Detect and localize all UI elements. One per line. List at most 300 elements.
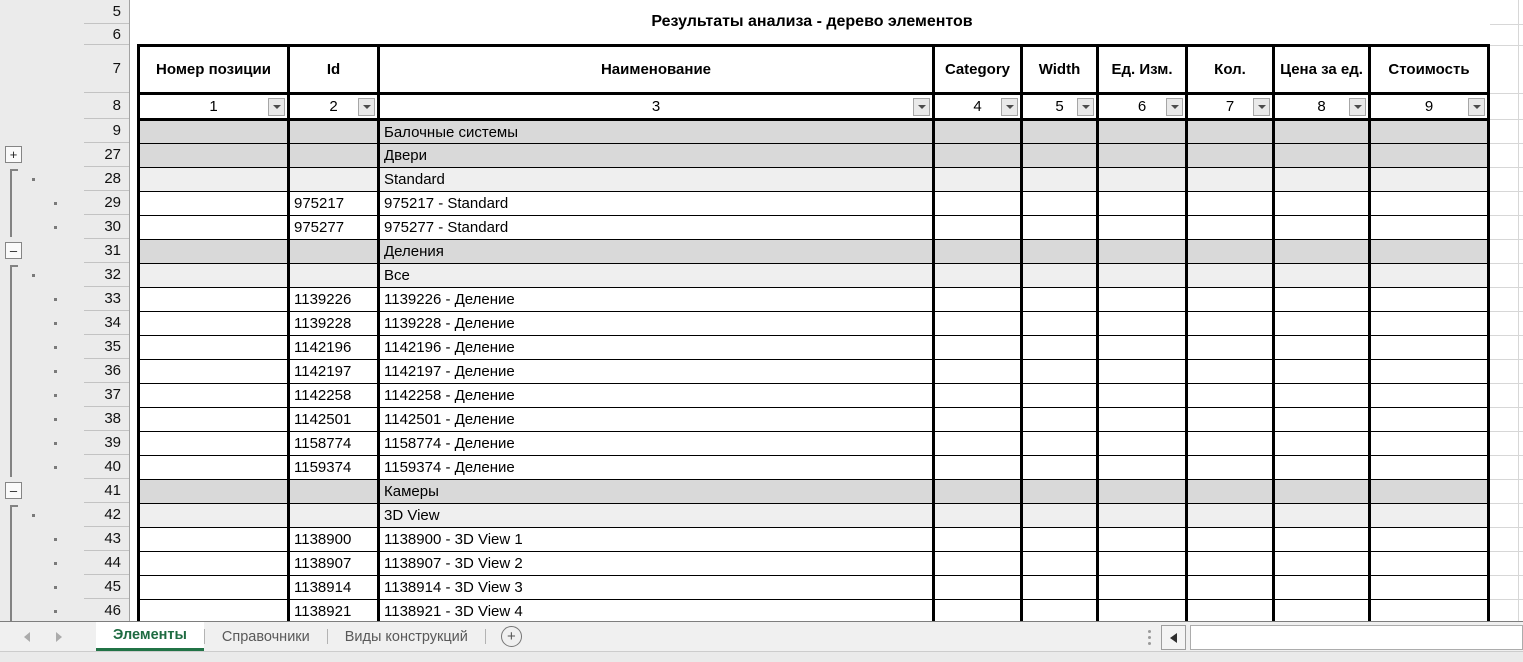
table-row bbox=[139, 504, 1489, 528]
filter-dropdown-button[interactable] bbox=[1468, 98, 1485, 116]
cell[interactable] bbox=[1370, 408, 1489, 432]
cell[interactable] bbox=[1022, 528, 1098, 552]
row-header[interactable]: 40 bbox=[84, 455, 129, 479]
cell[interactable] bbox=[139, 480, 289, 504]
cell[interactable] bbox=[1370, 144, 1489, 168]
cell[interactable] bbox=[139, 552, 289, 576]
cell-name[interactable]: 1142258 - Деление bbox=[379, 384, 934, 408]
cell[interactable] bbox=[934, 456, 1022, 480]
cell[interactable] bbox=[1274, 504, 1370, 528]
table-row bbox=[139, 336, 1489, 360]
cell[interactable] bbox=[139, 528, 289, 552]
cell[interactable] bbox=[1098, 408, 1187, 432]
filter-dropdown-button[interactable] bbox=[1166, 98, 1183, 116]
cell[interactable] bbox=[1022, 288, 1098, 312]
cell[interactable] bbox=[139, 192, 289, 216]
cell-id[interactable]: 1139226 bbox=[289, 288, 379, 312]
filter-dropdown-button[interactable] bbox=[268, 98, 285, 116]
cell[interactable] bbox=[1098, 168, 1187, 192]
row-header[interactable]: 44 bbox=[84, 551, 129, 575]
collapse-group-button[interactable]: – bbox=[5, 482, 22, 499]
cell[interactable] bbox=[1098, 576, 1187, 600]
row-header[interactable]: 38 bbox=[84, 407, 129, 431]
row-header[interactable]: 5 bbox=[84, 0, 129, 24]
outline-level-dot bbox=[32, 274, 35, 277]
cell[interactable] bbox=[1022, 600, 1098, 622]
hscroll-thumb[interactable] bbox=[1190, 625, 1523, 650]
table-row bbox=[139, 576, 1489, 600]
cell[interactable] bbox=[1022, 168, 1098, 192]
cell-name[interactable]: 1139226 - Деление bbox=[379, 288, 934, 312]
cell[interactable] bbox=[1022, 504, 1098, 528]
cell[interactable] bbox=[1274, 312, 1370, 336]
row-header[interactable]: 32 bbox=[84, 263, 129, 287]
column-header[interactable] bbox=[139, 46, 289, 94]
cell-name[interactable]: 3D View bbox=[379, 504, 934, 528]
cell[interactable] bbox=[934, 480, 1022, 504]
cell[interactable] bbox=[1022, 384, 1098, 408]
cell-name[interactable]: 1138914 - 3D View 3 bbox=[379, 576, 934, 600]
row-header[interactable]: 29 bbox=[84, 191, 129, 215]
tab-separator bbox=[485, 629, 486, 644]
cell[interactable] bbox=[934, 216, 1022, 240]
cell-name[interactable]: Камеры bbox=[379, 480, 934, 504]
cell[interactable] bbox=[1274, 216, 1370, 240]
cell[interactable] bbox=[1370, 240, 1489, 264]
sheet-title: Результаты анализа - дерево элементов bbox=[651, 13, 973, 30]
expand-group-button[interactable]: + bbox=[5, 146, 22, 163]
row-header[interactable]: 45 bbox=[84, 575, 129, 599]
cell[interactable] bbox=[1187, 528, 1274, 552]
cell-id[interactable]: 975277 bbox=[289, 216, 379, 240]
cell[interactable] bbox=[139, 384, 289, 408]
cell[interactable] bbox=[1187, 408, 1274, 432]
tab-splitter-handle[interactable] bbox=[1145, 629, 1153, 646]
sheet-tab[interactable] bbox=[328, 622, 485, 651]
filter-cell[interactable] bbox=[1370, 94, 1489, 120]
cell-name[interactable]: 1138900 - 3D View 1 bbox=[379, 528, 934, 552]
cell[interactable] bbox=[1274, 528, 1370, 552]
cell-id[interactable]: 1142501 bbox=[289, 408, 379, 432]
hscroll-track[interactable] bbox=[1187, 625, 1523, 650]
row-header[interactable]: 27 bbox=[84, 143, 129, 167]
cell-id[interactable] bbox=[289, 264, 379, 288]
cell[interactable] bbox=[1370, 528, 1489, 552]
cell[interactable] bbox=[139, 360, 289, 384]
table-row bbox=[139, 480, 1489, 504]
cell-id[interactable]: 1142197 bbox=[289, 360, 379, 384]
table-row bbox=[139, 192, 1489, 216]
column-header[interactable] bbox=[289, 46, 379, 94]
outline-level-dot bbox=[54, 202, 57, 205]
cell[interactable] bbox=[139, 264, 289, 288]
cell[interactable] bbox=[1274, 576, 1370, 600]
cell[interactable] bbox=[1022, 432, 1098, 456]
cell[interactable] bbox=[1187, 576, 1274, 600]
cell[interactable] bbox=[139, 600, 289, 622]
cell[interactable] bbox=[1370, 432, 1489, 456]
cell[interactable] bbox=[1274, 264, 1370, 288]
cell[interactable] bbox=[1022, 552, 1098, 576]
cell[interactable] bbox=[934, 120, 1022, 144]
cell[interactable] bbox=[934, 240, 1022, 264]
cell[interactable] bbox=[1370, 120, 1489, 144]
cell[interactable] bbox=[1187, 456, 1274, 480]
cell[interactable] bbox=[1187, 216, 1274, 240]
results-table bbox=[137, 44, 1490, 621]
filter-cell[interactable] bbox=[289, 94, 379, 120]
tab-scroll-right-icon[interactable] bbox=[56, 632, 62, 642]
cell[interactable] bbox=[1098, 528, 1187, 552]
row-header[interactable]: 6 bbox=[84, 24, 129, 45]
cell[interactable] bbox=[139, 408, 289, 432]
cell[interactable] bbox=[1370, 288, 1489, 312]
column-header-label: Id bbox=[326, 61, 341, 78]
outline-gutter bbox=[0, 0, 84, 621]
cell[interactable] bbox=[1370, 192, 1489, 216]
cell-name[interactable]: Балочные системы bbox=[379, 120, 934, 144]
cell-name[interactable]: 1142196 - Деление bbox=[379, 336, 934, 360]
cell[interactable] bbox=[934, 288, 1022, 312]
cell[interactable] bbox=[139, 144, 289, 168]
cell[interactable] bbox=[1370, 600, 1489, 622]
filter-cell[interactable] bbox=[1274, 94, 1370, 120]
cell[interactable] bbox=[1187, 288, 1274, 312]
cell[interactable] bbox=[1187, 384, 1274, 408]
cell[interactable] bbox=[1370, 264, 1489, 288]
cell[interactable] bbox=[1370, 552, 1489, 576]
cell[interactable] bbox=[1022, 480, 1098, 504]
cell[interactable] bbox=[1098, 456, 1187, 480]
cell[interactable] bbox=[934, 168, 1022, 192]
row-header[interactable]: 37 bbox=[84, 383, 129, 407]
cell[interactable] bbox=[1187, 264, 1274, 288]
chevron-down-icon bbox=[1171, 105, 1179, 109]
table-row bbox=[139, 240, 1489, 264]
filter-cell-value: 1 bbox=[209, 98, 218, 115]
row-header[interactable]: 35 bbox=[84, 335, 129, 359]
table-row bbox=[139, 168, 1489, 192]
cell[interactable] bbox=[1370, 576, 1489, 600]
filter-cell[interactable] bbox=[1022, 94, 1098, 120]
cell-id[interactable] bbox=[289, 144, 379, 168]
outline-level-dot bbox=[54, 586, 57, 589]
cell[interactable] bbox=[1370, 456, 1489, 480]
sheet-tab-label: Виды конструкций bbox=[344, 628, 468, 645]
row-header[interactable]: 34 bbox=[84, 311, 129, 335]
cell[interactable] bbox=[1098, 480, 1187, 504]
filter-cell[interactable] bbox=[379, 94, 934, 120]
cell[interactable] bbox=[1274, 432, 1370, 456]
cell[interactable] bbox=[1022, 312, 1098, 336]
cell[interactable] bbox=[1274, 240, 1370, 264]
cell-id[interactable]: 1138914 bbox=[289, 576, 379, 600]
outline-level-dot bbox=[54, 466, 57, 469]
cell[interactable] bbox=[1370, 504, 1489, 528]
cell[interactable] bbox=[1187, 312, 1274, 336]
cell[interactable] bbox=[1274, 336, 1370, 360]
cell-id[interactable]: 1142196 bbox=[289, 336, 379, 360]
chevron-down-icon bbox=[1082, 105, 1090, 109]
cell[interactable] bbox=[1022, 408, 1098, 432]
cell[interactable] bbox=[1274, 480, 1370, 504]
cell[interactable] bbox=[1274, 168, 1370, 192]
table-row bbox=[139, 432, 1489, 456]
cell[interactable] bbox=[1274, 456, 1370, 480]
cell-id[interactable]: 975217 bbox=[289, 192, 379, 216]
cell[interactable] bbox=[1187, 432, 1274, 456]
row-header[interactable]: 36 bbox=[84, 359, 129, 383]
row-header[interactable]: 9 bbox=[84, 119, 129, 143]
cell[interactable] bbox=[1274, 192, 1370, 216]
cell-name[interactable]: 1142197 - Деление bbox=[379, 360, 934, 384]
cell[interactable] bbox=[934, 192, 1022, 216]
cell-id[interactable] bbox=[289, 480, 379, 504]
cell-id[interactable]: 1139228 bbox=[289, 312, 379, 336]
column-header-label: Width bbox=[1038, 61, 1081, 78]
column-header[interactable] bbox=[1370, 46, 1489, 94]
cell[interactable] bbox=[1098, 384, 1187, 408]
left-triangle-icon bbox=[1170, 633, 1177, 643]
outline-level-dot bbox=[54, 298, 57, 301]
cell[interactable] bbox=[1274, 288, 1370, 312]
row-header[interactable]: 30 bbox=[84, 215, 129, 239]
cell[interactable] bbox=[1370, 384, 1489, 408]
cell[interactable] bbox=[1098, 600, 1187, 622]
sheet-tab-label: Справочники bbox=[221, 628, 310, 645]
cell-name[interactable]: 975277 - Standard bbox=[379, 216, 934, 240]
outline-bracket-tick bbox=[10, 265, 18, 267]
row-header[interactable]: 33 bbox=[84, 287, 129, 311]
filter-dropdown-button[interactable] bbox=[1349, 98, 1366, 116]
hscroll-left-button[interactable] bbox=[1161, 625, 1186, 650]
cell-id[interactable]: 1138900 bbox=[289, 528, 379, 552]
cell[interactable] bbox=[1187, 144, 1274, 168]
column-header[interactable] bbox=[1274, 46, 1370, 94]
cell[interactable] bbox=[1022, 144, 1098, 168]
outline-bracket bbox=[10, 505, 12, 621]
row-header[interactable]: 7 bbox=[84, 45, 129, 93]
cell[interactable] bbox=[1022, 576, 1098, 600]
filter-dropdown-button[interactable] bbox=[358, 98, 375, 116]
cell[interactable] bbox=[1022, 264, 1098, 288]
gridline bbox=[1518, 0, 1519, 621]
cell[interactable] bbox=[1098, 312, 1187, 336]
cell[interactable] bbox=[1274, 120, 1370, 144]
cell[interactable] bbox=[1098, 216, 1187, 240]
cell[interactable] bbox=[934, 144, 1022, 168]
row-header[interactable]: 31 bbox=[84, 239, 129, 263]
cell-id[interactable]: 1159374 bbox=[289, 456, 379, 480]
cell-name[interactable]: 1138921 - 3D View 4 bbox=[379, 600, 934, 622]
cell[interactable] bbox=[934, 264, 1022, 288]
cell[interactable] bbox=[1098, 120, 1187, 144]
cell[interactable] bbox=[934, 552, 1022, 576]
cell[interactable] bbox=[934, 528, 1022, 552]
cell[interactable] bbox=[1187, 552, 1274, 576]
cell[interactable] bbox=[1098, 360, 1187, 384]
cell-id[interactable]: 1158774 bbox=[289, 432, 379, 456]
outline-level-dot bbox=[32, 178, 35, 181]
cell[interactable] bbox=[1098, 192, 1187, 216]
tab-scroll-left-icon[interactable] bbox=[24, 632, 30, 642]
cell[interactable] bbox=[1022, 192, 1098, 216]
filter-dropdown-button[interactable] bbox=[1077, 98, 1094, 116]
cell-id[interactable] bbox=[289, 504, 379, 528]
cell-name[interactable]: 975217 - Standard bbox=[379, 192, 934, 216]
outline-level-dot bbox=[54, 394, 57, 397]
column-header[interactable] bbox=[1022, 46, 1098, 94]
cell[interactable] bbox=[934, 384, 1022, 408]
table-row bbox=[139, 600, 1489, 622]
cell[interactable] bbox=[139, 120, 289, 144]
cell[interactable] bbox=[1098, 552, 1187, 576]
filter-cell-value: 9 bbox=[1424, 98, 1434, 115]
cell[interactable] bbox=[1098, 336, 1187, 360]
cell[interactable] bbox=[139, 168, 289, 192]
cell[interactable] bbox=[1022, 360, 1098, 384]
cell[interactable] bbox=[139, 240, 289, 264]
cell-name[interactable]: Все bbox=[379, 264, 934, 288]
cell[interactable] bbox=[1370, 216, 1489, 240]
cell-name[interactable]: 1142501 - Деление bbox=[379, 408, 934, 432]
cell-name[interactable]: 1159374 - Деление bbox=[379, 456, 934, 480]
row-header[interactable]: 46 bbox=[84, 599, 129, 621]
cell[interactable] bbox=[1370, 168, 1489, 192]
cell-name[interactable]: 1158774 - Деление bbox=[379, 432, 934, 456]
cell[interactable] bbox=[934, 336, 1022, 360]
sheet-tab-label: Элементы bbox=[113, 627, 187, 643]
filter-dropdown-button[interactable] bbox=[913, 98, 930, 116]
cell[interactable] bbox=[1022, 216, 1098, 240]
row-header[interactable]: 42 bbox=[84, 503, 129, 527]
cell[interactable] bbox=[1098, 432, 1187, 456]
cell[interactable] bbox=[1187, 168, 1274, 192]
filter-cell[interactable] bbox=[139, 94, 289, 120]
row-header[interactable]: 41 bbox=[84, 479, 129, 503]
cell-id[interactable] bbox=[289, 168, 379, 192]
cell[interactable] bbox=[1098, 288, 1187, 312]
cell[interactable] bbox=[934, 360, 1022, 384]
filter-cell[interactable] bbox=[934, 94, 1022, 120]
cell-name[interactable]: 1138907 - 3D View 2 bbox=[379, 552, 934, 576]
cell[interactable] bbox=[139, 336, 289, 360]
cell[interactable] bbox=[1274, 360, 1370, 384]
column-header[interactable] bbox=[1187, 46, 1274, 94]
table-row bbox=[139, 312, 1489, 336]
row-header[interactable]: 39 bbox=[84, 431, 129, 455]
table-row bbox=[139, 456, 1489, 480]
sheet-tab[interactable] bbox=[205, 622, 327, 651]
table-row bbox=[139, 360, 1489, 384]
cell[interactable] bbox=[1022, 120, 1098, 144]
cell-id[interactable] bbox=[289, 240, 379, 264]
cell[interactable] bbox=[1187, 504, 1274, 528]
cell[interactable] bbox=[1022, 240, 1098, 264]
column-header[interactable] bbox=[1098, 46, 1187, 94]
cell[interactable] bbox=[1274, 384, 1370, 408]
cell[interactable] bbox=[1370, 336, 1489, 360]
cell[interactable] bbox=[139, 576, 289, 600]
sheet-tab[interactable] bbox=[96, 622, 204, 651]
filter-cell[interactable] bbox=[1187, 94, 1274, 120]
cell[interactable] bbox=[1274, 552, 1370, 576]
outline-level-dot bbox=[54, 322, 57, 325]
cell[interactable] bbox=[139, 504, 289, 528]
cell-id[interactable]: 1138907 bbox=[289, 552, 379, 576]
cell[interactable] bbox=[1098, 504, 1187, 528]
filter-cell[interactable] bbox=[1098, 94, 1187, 120]
cell[interactable] bbox=[1187, 192, 1274, 216]
cell[interactable] bbox=[1370, 360, 1489, 384]
cell[interactable] bbox=[1187, 360, 1274, 384]
add-sheet-button[interactable] bbox=[501, 626, 522, 647]
cell[interactable] bbox=[1098, 240, 1187, 264]
cell[interactable] bbox=[139, 432, 289, 456]
filter-cell-value: 3 bbox=[651, 98, 661, 115]
cell[interactable] bbox=[934, 432, 1022, 456]
cell[interactable] bbox=[1370, 480, 1489, 504]
outline-level-dot bbox=[54, 418, 57, 421]
outline-level-dot bbox=[54, 538, 57, 541]
cell[interactable] bbox=[1274, 144, 1370, 168]
cell[interactable] bbox=[1098, 144, 1187, 168]
cell[interactable] bbox=[1098, 264, 1187, 288]
filter-cell-value: 8 bbox=[1317, 98, 1326, 115]
cell-id[interactable] bbox=[289, 120, 379, 144]
cell[interactable] bbox=[1187, 240, 1274, 264]
outline-level-dot bbox=[54, 346, 57, 349]
cell[interactable] bbox=[1274, 408, 1370, 432]
cell[interactable] bbox=[934, 504, 1022, 528]
cell-name[interactable]: Деления bbox=[379, 240, 934, 264]
row-header[interactable]: 43 bbox=[84, 527, 129, 551]
cell-name[interactable]: Standard bbox=[379, 168, 934, 192]
cell[interactable] bbox=[1274, 600, 1370, 622]
cell[interactable] bbox=[139, 216, 289, 240]
row-header[interactable]: 8 bbox=[84, 93, 129, 119]
filter-dropdown-button[interactable] bbox=[1001, 98, 1018, 116]
cell-name[interactable]: 1139228 - Деление bbox=[379, 312, 934, 336]
collapse-group-button[interactable]: – bbox=[5, 242, 22, 259]
cell[interactable] bbox=[1022, 456, 1098, 480]
cell-name[interactable]: Двери bbox=[379, 144, 934, 168]
filter-dropdown-button[interactable] bbox=[1253, 98, 1270, 116]
table-row bbox=[139, 552, 1489, 576]
cell-id[interactable]: 1142258 bbox=[289, 384, 379, 408]
cell[interactable] bbox=[1022, 336, 1098, 360]
cell[interactable] bbox=[139, 312, 289, 336]
cell[interactable] bbox=[934, 312, 1022, 336]
cell[interactable] bbox=[1370, 312, 1489, 336]
cell[interactable] bbox=[934, 576, 1022, 600]
cell[interactable] bbox=[1187, 600, 1274, 622]
cell[interactable] bbox=[139, 456, 289, 480]
filter-cell-value: 7 bbox=[1225, 98, 1235, 115]
cell-id[interactable]: 1138921 bbox=[289, 600, 379, 622]
filter-cell-value: 5 bbox=[1055, 98, 1064, 115]
cell[interactable] bbox=[139, 288, 289, 312]
cell[interactable] bbox=[1187, 480, 1274, 504]
outline-level-dot bbox=[54, 370, 57, 373]
column-header[interactable] bbox=[934, 46, 1022, 94]
row-header[interactable]: 28 bbox=[84, 167, 129, 191]
cell[interactable] bbox=[934, 600, 1022, 622]
cell[interactable] bbox=[934, 408, 1022, 432]
column-header[interactable] bbox=[379, 46, 934, 94]
cell[interactable] bbox=[1187, 336, 1274, 360]
cell[interactable] bbox=[1187, 120, 1274, 144]
